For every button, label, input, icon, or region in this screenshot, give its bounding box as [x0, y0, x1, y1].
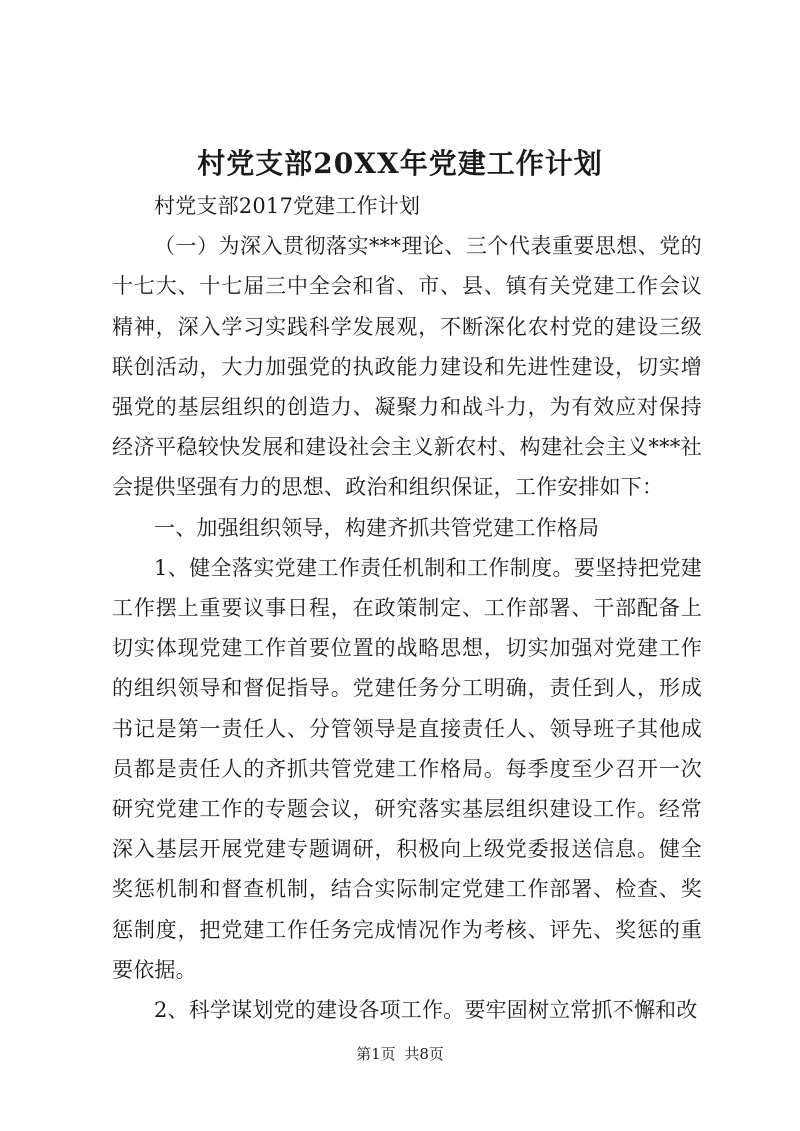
- document-body: [112, 186, 702, 1030]
- section-heading-1: 一、加强组织领导，构建齐抓共管党建工作格局: [154, 515, 600, 540]
- page-number: 第1页: [356, 1045, 396, 1063]
- total-pages: 共8页: [404, 1045, 444, 1063]
- intro-paragraph: （一）为深入贯彻落实***理论、三个代表重要思想、党的十七大、十七届三中全会和省、市、县、镇有关党建工作会议精神，深入学习实践科学发展观，不断深化农村党的建设三级联创活动，大力加强党的执政能力建设和先进性建设，切实增强党的基层组织的创造力、凝聚力和战斗力，为有效应对保持经济平稳较快发展和建设社会主义新农村、构建社会主义***社会提供坚强有力的思想、政治和组织保证，工作安排如下：: [112, 234, 702, 500]
- item-paragraph-2: 2、科学谋划党的建设各项工作。要牢固树立常抓不懈和改: [154, 998, 698, 1023]
- item-paragraph-1: 1、健全落实党建工作责任机制和工作制度。要坚持把党建工作摆上重要议事日程，在政策制定、工作部署、干部配备上切实体现党建工作首要位置的战略思想，切实加强对党建工作的组织领导和督促指导。党建任务分工明确，责任到人，形成书记是第一责任人、分管领导是直接责任人、领导班子其他成员都是责任人的齐抓共管党建工作格局。每季度至少召开一次研究党建工作的专题会议，研究落实基层组织建设工作。经常深入基层开展党建专题调研，积极向上级党委报送信息。健全奖惩机制和督查机制，结合实际制定党建工作部署、检查、奖惩制度，把党建工作任务完成情况作为考核、评先、奖惩的重要依据。: [112, 555, 702, 982]
- subtitle-paragraph: 村党支部2017党建工作计划: [154, 194, 421, 218]
- document-title: 村党支部20XX年党建工作计划: [197, 147, 603, 180]
- page-footer: [0, 1042, 800, 1066]
